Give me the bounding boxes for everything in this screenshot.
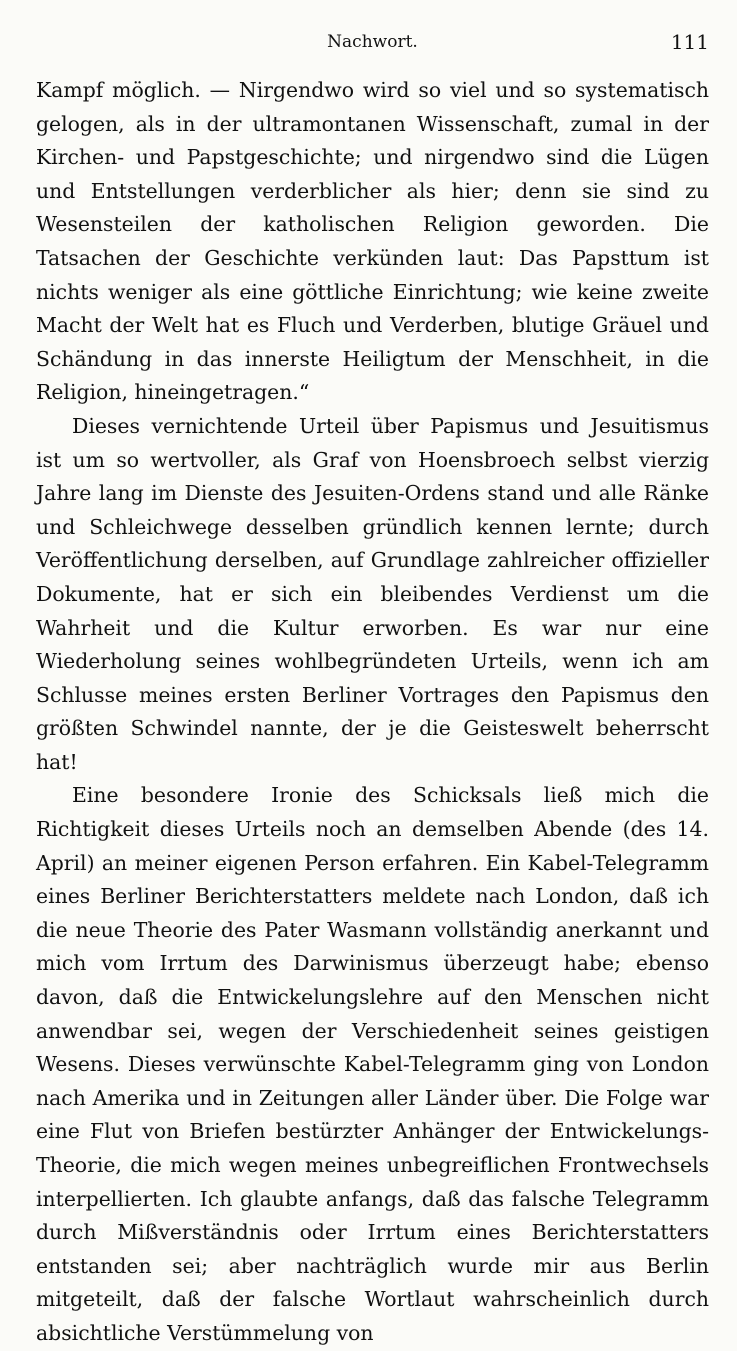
paragraph-1: Kampf möglich. — Nirgendwo wird so viel und so systematisch gelogen, als in der ultramontanen Wissenschaft, zumal in der Kirchen- und Papstgeschichte; und nirgendwo sind die Lügen und Entstellungen verderblicher als hier; denn sie sind zu Wesensteilen der katholischen Religion geworden. Die Tatsachen der Geschichte verkünden laut: Das Papsttum ist nichts weniger als eine göttliche Einrichtung; wie keine zweite Macht der Welt hat es Fluch und Verderben, blutige Gräuel und Schändung in das innerste Heiligtum der Menschheit, in die Religion, hineingetragen.“ [36, 78, 709, 405]
paragraph-3: Eine besondere Ironie des Schicksals ließ mich die Richtigkeit dieses Urteils noch an demselben Abende (des 14. April) an meiner eigenen Person erfahren. Ein Kabel-Telegramm eines Berliner Berichterstatters meldete nach London, daß ich die neue Theorie des Pater Wasmann vollständig anerkannt und mich vom Irrtum des Darwinismus überzeugt habe; ebenso davon, daß die Entwickelungslehre auf den Menschen nicht anwendbar sei, wegen der Verschiedenheit seines geistigen Wesens. Dieses verwünschte Kabel-Telegramm ging von London nach Amerika und in Zeitungen aller Länder über. Die Folge war eine Flut von Briefen bestürzter Anhänger der Entwickelungs-Theorie, die mich wegen meines unbegreiflichen Frontwechsels interpellierten. Ich glaubte anfangs, daß das falsche Telegramm durch Mißverständnis oder Irrtum eines Berichterstatters entstanden sei; aber nachträglich wurde mir aus Berlin mitgeteilt, daß der falsche Wortlaut wahrscheinlich durch absichtliche Verstümmelung von [36, 783, 709, 1345]
running-title: Nachwort. [327, 32, 418, 52]
page-header [36, 26, 709, 60]
body-text [36, 74, 709, 1351]
page-number: 111 [670, 30, 709, 54]
paragraph-2: Dieses vernichtende Urteil über Papismus und Jesuitismus ist um so wertvoller, als Graf von Hoensbroech selbst vierzig Jahre lang im Dienste des Jesuiten-Ordens stand und alle Ränke und Schleichwege desselben gründlich kennen lernte; durch Veröffentlichung derselben, auf Grundlage zahlreicher offizieller Dokumente, hat er sich ein bleibendes Verdienst um die Wahrheit und die Kultur erworben. Es war nur eine Wiederholung seines wohlbegründeten Urteils, wenn ich am Schlusse meines ersten Berliner Vortrages den Papismus den größten Schwindel nannte, der je die Geisteswelt beherrscht hat! [36, 413, 709, 774]
